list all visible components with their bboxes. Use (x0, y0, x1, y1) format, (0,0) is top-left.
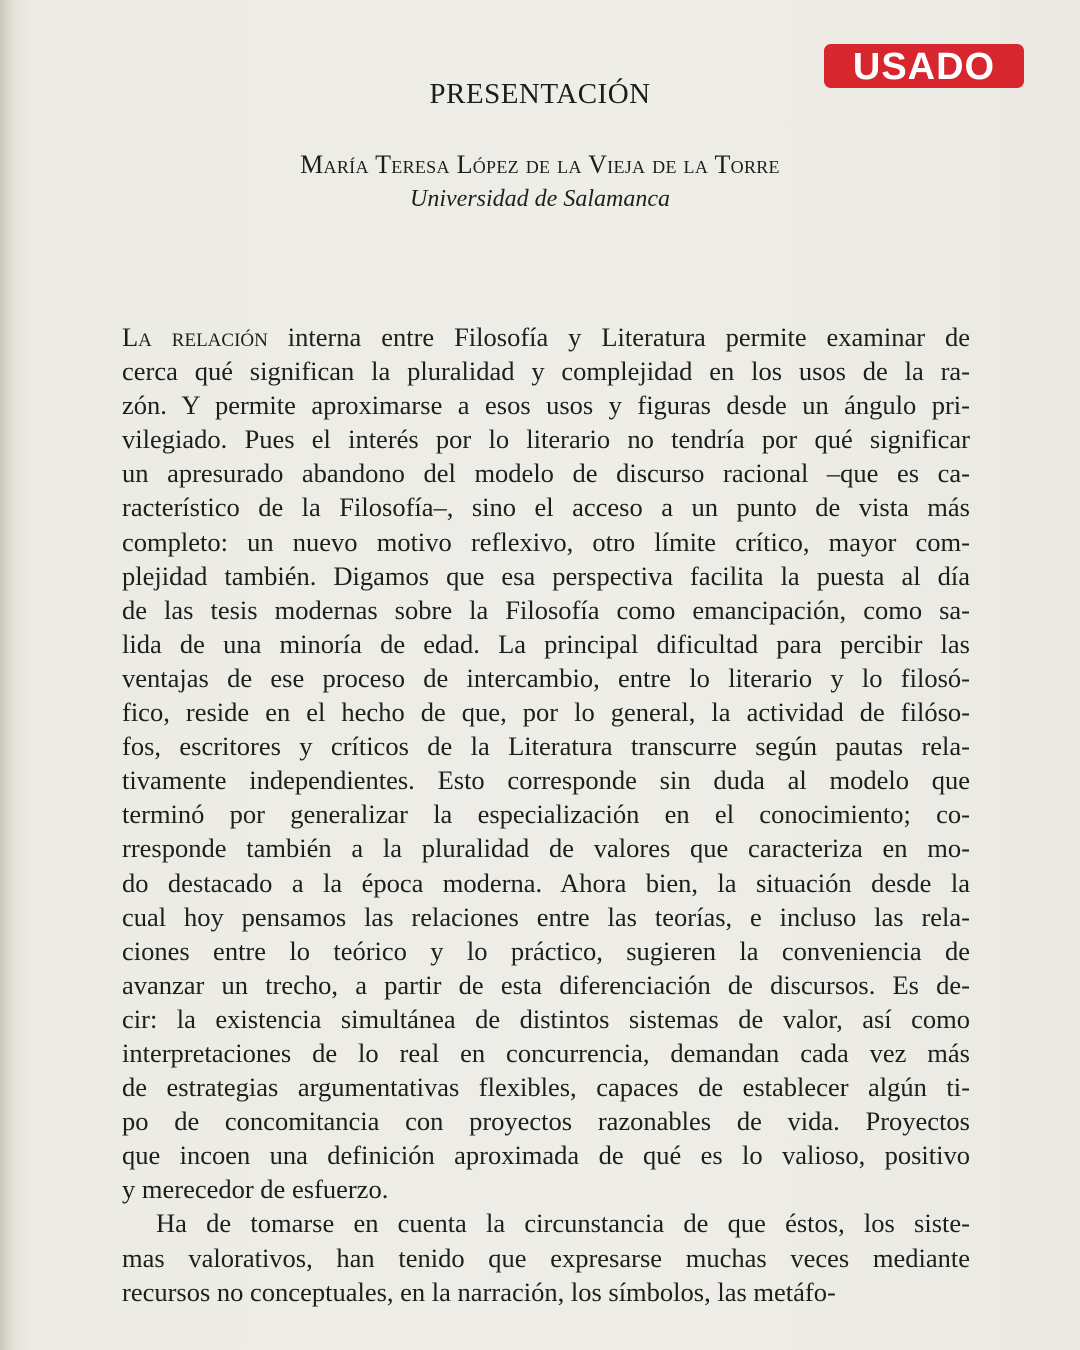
text-line: fico, reside en el hecho de que, por lo general, la actividad de filóso- (122, 697, 970, 728)
text-line: fos, escritores y críticos de la Literatura transcurre según pautas rela- (122, 731, 970, 762)
text-line: La relación interna entre Filosofía y Literatura permite examinar de (122, 322, 970, 352)
text-line: do destacado a la época moderna. Ahora bien, la situación desde la (122, 867, 970, 898)
author-affiliation: Universidad de Salamanca (410, 186, 670, 212)
text-line: recursos no conceptuales, en la narración, los símbolos, las metáfo- (122, 1276, 836, 1307)
text-line: avanzar un trecho, a partir de esta diferenciación de discursos. Es de- (122, 969, 970, 1000)
text-line: plejidad también. Digamos que esa perspectiva facilita la puesta al día (122, 560, 970, 591)
lead-in: La relación (122, 322, 268, 352)
text-line: Ha de tomarse en cuenta la circunstancia de que éstos, los siste- (156, 1208, 970, 1239)
text-line: racterístico de la Filosofía–, sino el acceso a un punto de vista más (122, 492, 970, 523)
text-line: rresponde también a la pluralidad de valores que caracteriza en mo- (122, 833, 970, 864)
author-name: María Teresa López de la Vieja de la Torre (300, 150, 780, 179)
body-text (122, 320, 970, 1309)
text-line: vilegiado. Pues el interés por lo literario no tendría por qué significar (122, 424, 970, 455)
text-line: ventajas de ese proceso de intercambio, entre lo literario y lo filosó- (122, 662, 970, 693)
text-line: ciones entre lo teórico y lo práctico, sugieren la conveniencia de (122, 935, 970, 966)
text-line: de estrategias argumentativas flexibles, capaces de establecer algún ti- (122, 1072, 970, 1103)
text-line: cir: la existencia simultánea de distintos sistemas de valor, así como (122, 1003, 970, 1034)
text-line: po de concomitancia con proyectos razonables de vida. Proyectos (122, 1106, 970, 1137)
paragraph-1 (122, 320, 970, 1206)
text-line: de las tesis modernas sobre la Filosofía como emancipación, como sa- (122, 594, 970, 625)
text-line: cual hoy pensamos las relaciones entre las teorías, e incluso las rela- (122, 901, 970, 932)
used-badge: USADO (824, 44, 1024, 88)
page-title: PRESENTACIÓN (429, 78, 651, 110)
text-line: lida de una minoría de edad. La principal dificultad para percibir las (122, 628, 970, 659)
text-line: cerca qué significan la pluralidad y complejidad en los usos de la ra- (122, 356, 970, 387)
text-line: un apresurado abandono del modelo de discurso racional –que es ca- (122, 458, 970, 489)
text-line: zón. Y permite aproximarse a esos usos y figuras desde un ángulo pri- (122, 390, 970, 421)
text-line: interpretaciones de lo real en concurrencia, demandan cada vez más (122, 1037, 970, 1068)
text-line: tivamente independientes. Esto corresponde sin duda al modelo que (122, 765, 970, 796)
text-line: y merecedor de esfuerzo. (122, 1174, 389, 1205)
paragraph-2 (122, 1206, 970, 1308)
text-line: que incoen una definición aproximada de qué es lo valioso, positivo (122, 1140, 970, 1171)
bleed-through-text (118, 0, 978, 35)
text-line: terminó por generalizar la especialización en el conocimiento; co- (122, 799, 970, 830)
text-line: mas valorativos, han tenido que expresarse muchas veces mediante (122, 1242, 970, 1273)
text-line: completo: un nuevo motivo reflexivo, otro límite crítico, mayor com- (122, 526, 970, 557)
